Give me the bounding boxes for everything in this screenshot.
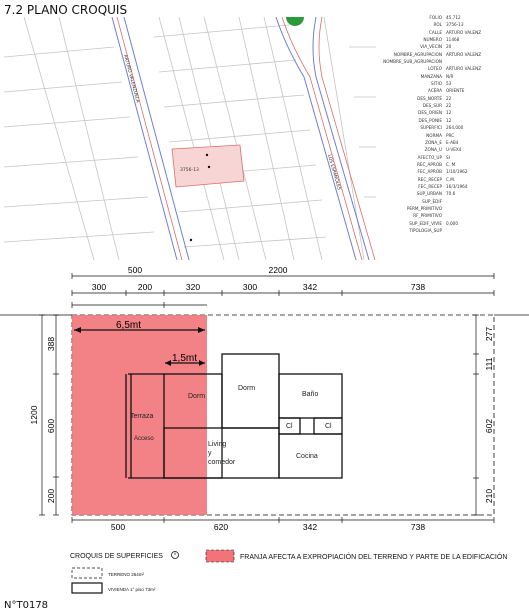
attribute-value: 1/10/1962 xyxy=(446,169,468,175)
attribute-value: U-VEX4 xyxy=(446,147,462,153)
dim-bottom-3: 342 xyxy=(302,522,318,532)
attribute-key: CALLE xyxy=(428,29,442,35)
attribute-key: REC_RECEP xyxy=(417,176,442,182)
attribute-row xyxy=(378,109,528,116)
attribute-value: ORIENTE xyxy=(446,88,465,94)
attribute-row xyxy=(378,36,528,43)
attribute-row xyxy=(378,176,528,183)
attribute-value xyxy=(446,227,528,234)
dim-left-3: 200 xyxy=(46,488,56,504)
dim-bottom-2: 620 xyxy=(213,522,229,532)
attribute-value: ARTURO VALENZ xyxy=(446,51,482,57)
attribute-value xyxy=(446,58,528,65)
attribute-key: AFECTO_UP xyxy=(417,154,442,160)
attribute-key: SITIO xyxy=(431,81,442,87)
attribute-key: NOMBRE_AGRUPACION xyxy=(393,51,442,57)
attribute-row xyxy=(378,87,528,94)
attribute-key: SUP_URBAN xyxy=(416,191,442,197)
room-living: Living y comedor xyxy=(208,441,236,466)
attribute-value: 16/3/1964 xyxy=(446,183,468,189)
attribute-key: SUP_EDIF xyxy=(422,198,442,204)
attribute-key: ZONA_E xyxy=(425,139,442,145)
attribute-key: LOTEO xyxy=(428,66,442,72)
legend-terreno-swatch xyxy=(72,568,102,578)
attribute-row xyxy=(378,146,528,153)
attribute-value: ARTURO VALENZ xyxy=(446,29,482,35)
room-acceso: Acceso xyxy=(134,436,154,442)
dim-bottom-4: 738 xyxy=(410,522,426,532)
attribute-value: 20 xyxy=(446,44,452,50)
attribute-value: 53 xyxy=(446,81,452,87)
room-terraza: Terraza xyxy=(130,413,154,420)
attribute-value: E-AB4 xyxy=(446,139,459,145)
attribute-key: VIA_VECIN xyxy=(420,44,442,50)
attribute-row xyxy=(378,43,528,50)
room-bano: Baño xyxy=(302,391,319,398)
attribute-value: 12 xyxy=(446,117,452,123)
dim-right-2: 111 xyxy=(484,357,494,371)
attribute-value: ARTURO VALENZ xyxy=(446,66,482,72)
attribute-row xyxy=(378,220,528,227)
dim-bottom-1: 500 xyxy=(110,522,126,532)
dim-top-6: 738 xyxy=(410,282,426,292)
attribute-row xyxy=(378,139,528,146)
attribute-key: NORMA xyxy=(426,132,442,138)
room-cocina: Cocina xyxy=(296,453,318,460)
dim-total-width: 2200 xyxy=(268,265,288,275)
attribute-value: 45.712 xyxy=(446,15,461,20)
attribute-row xyxy=(378,205,528,212)
attribute-key: DES_ORIEN xyxy=(418,110,442,116)
parcel-label: 3756-13 xyxy=(180,168,199,173)
attribute-row xyxy=(378,58,528,65)
floor-plan xyxy=(0,262,529,572)
street-right-label: LOS ESPAÑOLES xyxy=(326,154,341,191)
street-left-label: ARTURO VALENZUELA xyxy=(122,54,140,104)
attribute-row xyxy=(378,102,528,109)
attribute-key: FEC_RECEP xyxy=(418,183,442,189)
dim-right-1: 277 xyxy=(484,326,494,342)
attribute-value xyxy=(446,212,528,219)
room-dorm-2: Dorm xyxy=(238,385,256,392)
attribute-row xyxy=(378,65,528,72)
dim-top-5: 342 xyxy=(302,282,318,292)
legend-vivienda: VIVIENDA 1° piso 73m² xyxy=(108,587,156,592)
room-closet-2: Cl xyxy=(325,423,332,430)
attribute-key: DES_PONIE xyxy=(418,117,442,123)
dim-top-2: 200 xyxy=(137,282,153,292)
dim-right-3: 602 xyxy=(484,418,494,434)
dim-top-1: 300 xyxy=(91,282,107,292)
parcel-highlight xyxy=(172,145,244,187)
attribute-key: ZONA_U xyxy=(424,147,442,153)
attribute-value: 11468 xyxy=(446,37,460,43)
attribute-value: 22 xyxy=(446,103,452,109)
attribute-value: 264,000 xyxy=(446,125,464,131)
attribute-row xyxy=(378,183,528,190)
attribute-key: RF_PRIMITIVO xyxy=(413,213,442,219)
attribute-key: ROL xyxy=(433,22,442,28)
dim-top-3: 320 xyxy=(185,282,201,292)
attribute-key: REC_APROB xyxy=(416,161,442,167)
legend-vivienda-swatch xyxy=(72,583,102,593)
dim-top-sub: 500 xyxy=(127,265,143,275)
room-closet-1: Cl xyxy=(286,423,293,430)
attribute-value: 0,000 xyxy=(446,220,458,226)
attribute-row xyxy=(378,227,528,234)
attribute-key: NUMERO xyxy=(423,37,442,43)
attribute-row xyxy=(378,154,528,161)
street-right xyxy=(276,17,375,260)
attribute-value: 22 xyxy=(446,95,452,101)
setback-label: 1,5mt xyxy=(172,353,198,364)
legend-terreno: TERRENO 264m² xyxy=(108,572,145,577)
attribute-row xyxy=(378,132,528,139)
section-title: 7.2 PLANO CROQUIS xyxy=(4,3,128,17)
attribute-row xyxy=(378,168,528,175)
attribute-value: N/R xyxy=(446,73,454,79)
dim-left-2: 600 xyxy=(46,418,56,434)
attribute-row xyxy=(378,198,528,205)
attribute-row xyxy=(378,21,528,28)
attribute-value: PRC xyxy=(446,132,455,138)
room-dorm-1: Dorm xyxy=(188,393,206,400)
attribute-value: 12 xyxy=(446,110,452,116)
band-label: 6,5mt xyxy=(116,320,142,331)
clock-icon xyxy=(172,552,179,559)
attribute-key: FEC_APROB xyxy=(417,169,442,175)
attribute-value: C.M. xyxy=(446,176,456,182)
dim-top-4: 300 xyxy=(242,282,258,292)
attribute-key: DES_SUR xyxy=(422,103,442,109)
attribute-key: FOLIO xyxy=(429,15,442,20)
attribute-row xyxy=(378,124,528,131)
attribute-row xyxy=(378,80,528,87)
attribute-value: C. M. xyxy=(446,161,457,167)
attribute-row xyxy=(378,29,528,36)
attribute-value: SI xyxy=(446,154,450,160)
attribute-row xyxy=(378,212,528,219)
attribute-key: TIPOLOGIA_SUP xyxy=(409,227,442,233)
attribute-key: PERM_PRIMITIVO xyxy=(406,205,442,211)
attribute-table xyxy=(378,14,528,234)
legend-rows xyxy=(0,560,300,598)
attribute-key: ACERA xyxy=(428,88,442,94)
attribute-value: 3756-13 xyxy=(446,22,464,28)
attribute-value xyxy=(446,198,528,205)
footer-code: N°T0178 xyxy=(4,600,49,611)
attribute-key: SUP_EDIF_VIVIE xyxy=(409,220,442,226)
dim-left-1: 388 xyxy=(46,336,56,352)
attribute-value: 70.6 xyxy=(446,191,456,197)
attribute-row xyxy=(378,95,528,102)
attribute-row xyxy=(378,190,528,197)
attribute-key: DES_NORTE xyxy=(417,95,442,101)
legend-franja: FRANJA AFECTA A EXPROPIACIÓN DEL TERRENO Y PARTE DE LA EDIFICACIÓN xyxy=(240,554,508,561)
attribute-row xyxy=(378,51,528,58)
attribute-key: SUPERFICI xyxy=(420,125,442,131)
attribute-row xyxy=(378,161,528,168)
attribute-row xyxy=(378,117,528,124)
attribute-key: MANZANA xyxy=(420,73,442,79)
attribute-value xyxy=(446,205,528,212)
dim-left-total: 1200 xyxy=(29,405,39,425)
attribute-row xyxy=(378,73,528,80)
dim-right-4: 210 xyxy=(484,488,494,504)
street-left xyxy=(112,17,189,260)
attribute-row xyxy=(378,14,528,21)
legend-title: CROQUIS DE SUPERFICIES xyxy=(70,553,163,560)
attribute-key: NOMBRE_SUB_AGRUPACION xyxy=(383,59,442,65)
parcel-grid xyxy=(4,17,376,260)
